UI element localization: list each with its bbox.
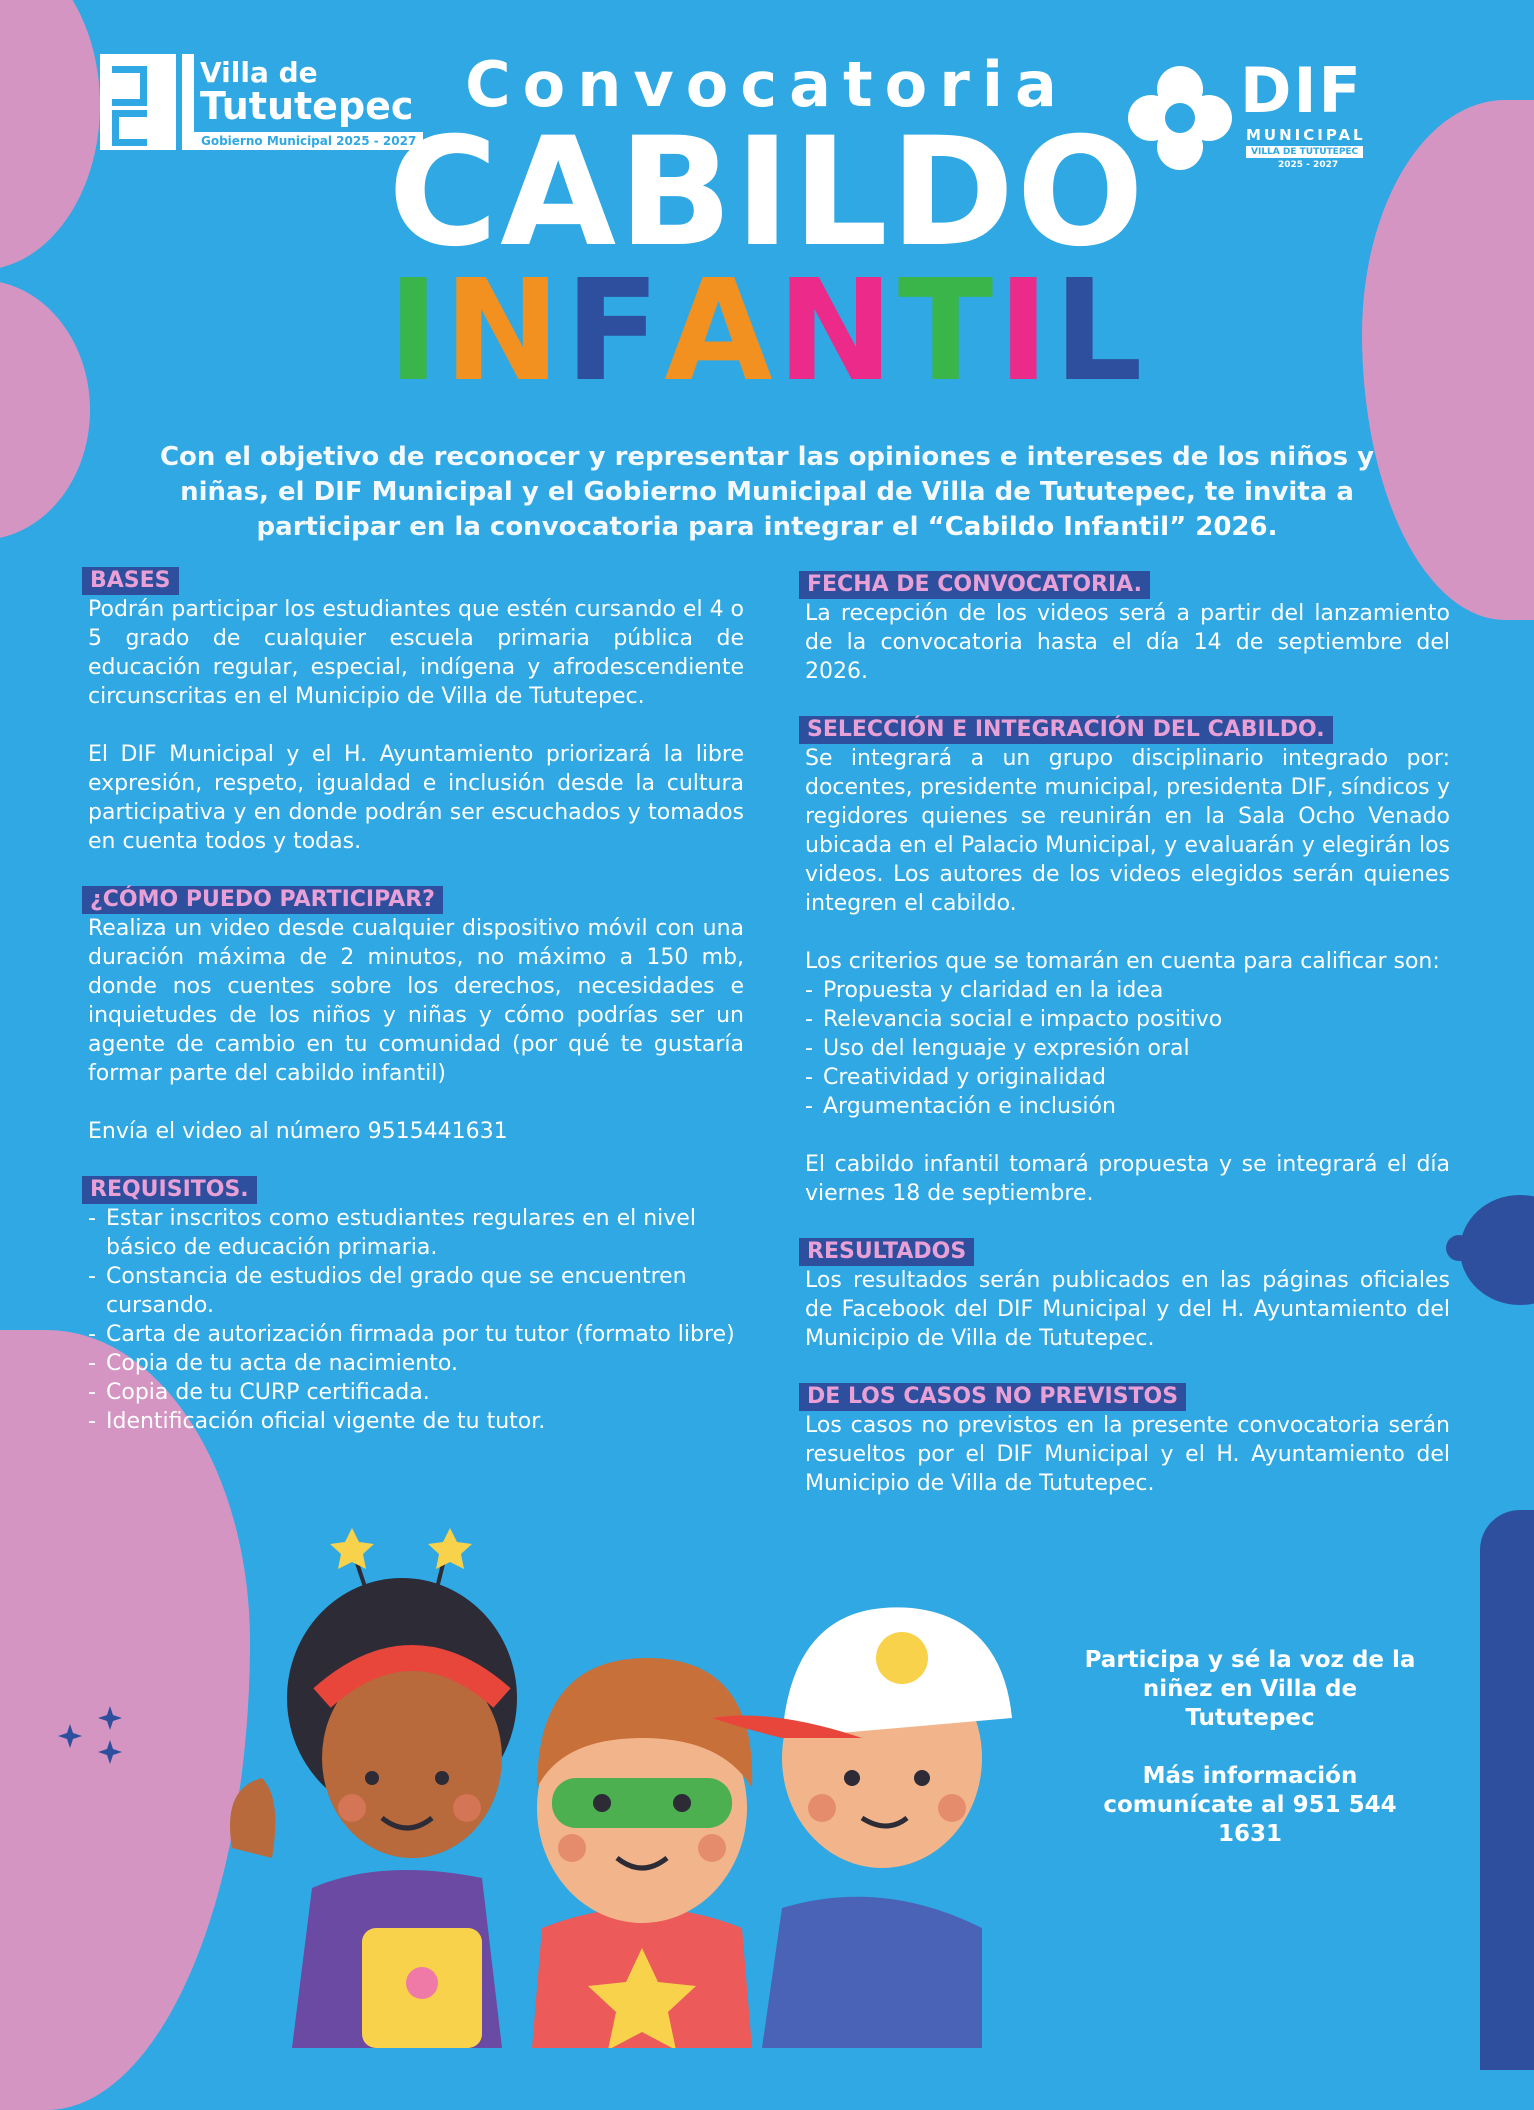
intro-paragraph [120, 440, 1414, 545]
criterios-list [805, 976, 1450, 1121]
logo-left-subtitle: Gobierno Municipal 2025 - 2027 [194, 132, 423, 150]
list-item: - Copia de tu CURP certificada. [88, 1378, 744, 1407]
decorative-navy-bar [1480, 1510, 1534, 2070]
right-column [805, 570, 1450, 1498]
cta-line1: Participa y sé la voz de la niñez en Villa de Tututepec [1084, 1647, 1416, 1731]
subtitle-letter: I [387, 250, 444, 413]
dif-logo-name: DIF [1240, 54, 1363, 127]
participar-paragraph-1: Realiza un video desde cualquier dispositivo móvil con una duración máxima de 2 minutos, no máximo a 150 mb, donde nos cuentes sobre los derechos, necesidades e inquietudes de los niños y niñas y cómo podrías ser un agente de cambio en tu comunidad (por qué te gustaría formar parte del cabildo infantil) [88, 916, 744, 1086]
subtitle-letter: F [564, 250, 665, 413]
section-heading-participar: ¿CÓMO PUEDO PARTICIPAR? [82, 886, 443, 914]
list-item: - Estar inscritos como estudiantes regulares en el nivel básico de educación primaria. [88, 1204, 744, 1262]
boy-figure-right [712, 1607, 1012, 2048]
list-item: - Propuesta y claridad en la idea [805, 976, 1450, 1005]
requisitos-list [88, 1204, 744, 1436]
subtitle-letter: T [897, 250, 998, 413]
seleccion-paragraph-2: Los criterios que se tomarán en cuenta para calificar son: [805, 949, 1440, 974]
casos-paragraph: Los casos no previstos en la presente convocatoria serán resueltos por el DIF Municipal y el H. Ayuntamiento del Municipio de Villa de Tututepec. [805, 1413, 1450, 1496]
intro-text: Con el objetivo de reconocer y representar las opiniones e intereses de los niños y niñas, el DIF Municipal y el Gobierno Municipal de Villa de Tututepec, te invita a participar en la convocatoria para integrar el [159, 442, 1375, 542]
list-item: - Argumentación e inclusión [805, 1092, 1450, 1121]
call-to-action [1080, 1646, 1420, 1849]
logo-left-line2: Tututepec [200, 84, 414, 128]
subtitle-letter: N [443, 250, 565, 413]
dif-logo-line2: MUNICIPAL [1246, 126, 1366, 144]
list-item: - Uso del lenguaje y expresión oral [805, 1034, 1450, 1063]
participar-paragraph-2: Envía el video al número 9515441631 [88, 1119, 508, 1144]
subtitle-letter: A [664, 250, 777, 413]
bases-paragraph-1: Podrán participar los estudiantes que estén cursando el 4 o 5 grado de cualquier escuela primaria pública de educación regular, especial, indígena y afrodescendiente circunscritas en el Municipio de Villa de Tututepec. [88, 597, 745, 709]
left-column [88, 566, 744, 1436]
cta-line2: Más información comunícate al 951 544 1631 [1103, 1763, 1397, 1847]
logo-left-line1: Villa de [200, 56, 318, 89]
section-heading-casos: DE LOS CASOS NO PREVISTOS [799, 1383, 1186, 1411]
seleccion-paragraph-1: Se integrará a un grupo disciplinario integrado por: docentes, presidente municipal, presidenta DIF, síndicos y regidores quienes se reunirán en la Sala Ocho Venado ubicada en el Palacio Municipal, y evaluarán y elegirán los videos. Los autores de los videos elegidos serán quienes integren el cabildo. [805, 746, 1450, 916]
section-heading-requisitos: REQUISITOS. [82, 1176, 257, 1204]
seleccion-paragraph-3: El cabildo infantil tomará propuesta y se integrará el día viernes 18 de septiembre. [805, 1152, 1450, 1206]
list-item: - Creatividad y originalidad [805, 1063, 1450, 1092]
intro-highlight: “Cabildo Infantil” 2026. [927, 512, 1278, 542]
bases-paragraph-2: El DIF Municipal y el H. Ayuntamiento priorizará la libre expresión, respeto, igualdad e inclusión desde la cultura participativa y en donde podrán ser escuchados y tomados en cuenta todos y todas. [88, 742, 744, 854]
section-heading-bases: BASES [82, 567, 179, 595]
section-heading-fecha: FECHA DE CONVOCATORIA. [799, 571, 1150, 599]
list-item: - Relevancia social e impacto positivo [805, 1005, 1450, 1034]
children-illustration [222, 1528, 1102, 2048]
boy-figure-center [532, 1658, 752, 2048]
fecha-paragraph: La recepción de los videos será a partir del lanzamiento de la convocatoria hasta el día 14 de septiembre del 2026. [805, 601, 1450, 684]
subtitle-letter: I [997, 250, 1054, 413]
dif-logo-years: 2025 - 2027 [1278, 160, 1339, 170]
dif-logo-line3: VILLA DE TUTUTEPEC [1246, 146, 1363, 158]
page-subtitle [0, 250, 1534, 413]
list-item: - Identificación oficial vigente de tu tutor. [88, 1407, 744, 1436]
resultados-paragraph: Los resultados serán publicados en las páginas oficiales de Facebook del DIF Municipal y del H. Ayuntamiento del Municipio de Villa de Tututepec. [805, 1268, 1450, 1351]
section-heading-resultados: RESULTADOS [799, 1238, 974, 1266]
sparkles-icon [58, 1700, 138, 1780]
girl-figure [230, 1528, 517, 2048]
list-item: - Constancia de estudios del grado que se encuentren cursando. [88, 1262, 744, 1320]
list-item: - Carta de autorización firmada por tu tutor (formato libre) [88, 1320, 744, 1349]
page-title: CABILDO [388, 106, 1146, 280]
list-item: - Copia de tu acta de nacimiento. [88, 1349, 744, 1378]
title-kicker: Convocatoria [465, 48, 1069, 121]
section-heading-seleccion: SELECCIÓN E INTEGRACIÓN DEL CABILDO. [799, 716, 1333, 744]
subtitle-letter: N [776, 250, 898, 413]
subtitle-letter: L [1053, 250, 1147, 413]
